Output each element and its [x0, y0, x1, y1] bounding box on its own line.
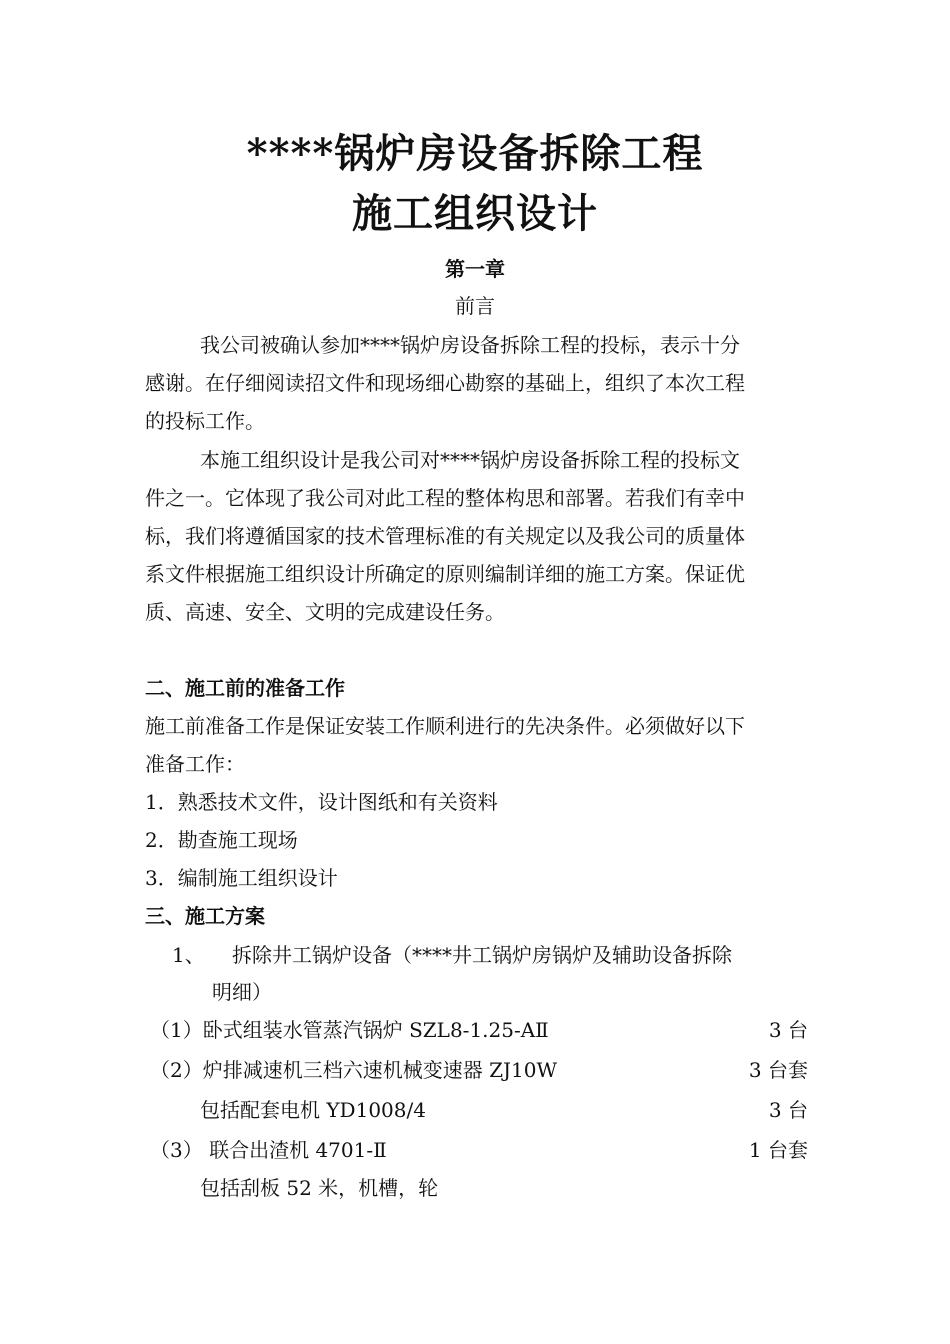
list-item: 3．编制施工组织设计: [145, 866, 338, 890]
chapter-heading: 第一章: [445, 257, 505, 281]
paragraph-line: 的投标工作。: [145, 409, 265, 433]
equipment-item: （2）炉排减速机三档六速机械变速器 ZJ10W: [150, 1058, 558, 1082]
list-item: 2．勘查施工现场: [145, 828, 298, 852]
equipment-quantity: 1 台套: [748, 1138, 808, 1162]
paragraph-line: 质、高速、安全、文明的完成建设任务。: [145, 600, 505, 624]
section-heading: 三、施工方案: [145, 904, 265, 928]
equipment-item: （1）卧式组装水管蒸汽锅炉 SZL8-1.25-AⅡ: [150, 1018, 549, 1042]
document-title-line1: ****锅炉房设备拆除工程: [246, 130, 704, 177]
subsection-number: 1、: [172, 943, 205, 967]
equipment-quantity: 3 台: [768, 1098, 808, 1122]
document-title-line2: 施工组织设计: [352, 190, 598, 237]
paragraph-line: 标，我们将遵循国家的技术管理标准的有关规定以及我公司的质量体: [145, 524, 745, 548]
equipment-item: 包括刮板 52 米，机槽，轮: [200, 1176, 439, 1200]
equipment-quantity: 3 台: [768, 1018, 808, 1042]
paragraph-line: 准备工作：: [145, 752, 245, 776]
equipment-quantity: 3 台套: [748, 1058, 808, 1082]
paragraph-line: 系文件根据施工组织设计所确定的原则编制详细的施工方案。保证优: [145, 562, 745, 586]
subsection-title-continued: 明细）: [212, 980, 272, 1004]
subsection-title: 拆除井工锅炉设备（****井工锅炉房锅炉及辅助设备拆除: [232, 943, 732, 967]
chapter-subheading: 前言: [455, 294, 495, 318]
list-item: 1．熟悉技术文件，设计图纸和有关资料: [145, 790, 498, 814]
equipment-item: 包括配套电机 YD1008/4: [200, 1098, 426, 1122]
paragraph-line: 施工前准备工作是保证安装工作顺利进行的先决条件。必须做好以下: [145, 714, 745, 738]
paragraph-line: 件之一。它体现了我公司对此工程的整体构思和部署。若我们有幸中: [145, 486, 745, 510]
section-heading: 二、施工前的准备工作: [145, 676, 345, 700]
paragraph-line: 本施工组织设计是我公司对****锅炉房设备拆除工程的投标文: [200, 448, 740, 472]
equipment-item: （3） 联合出渣机 4701-Ⅱ: [150, 1138, 387, 1162]
paragraph-line: 感谢。在仔细阅读招文件和现场细心勘察的基础上，组织了本次工程: [145, 371, 745, 395]
paragraph-line: 我公司被确认参加****锅炉房设备拆除工程的投标，表示十分: [200, 333, 740, 357]
